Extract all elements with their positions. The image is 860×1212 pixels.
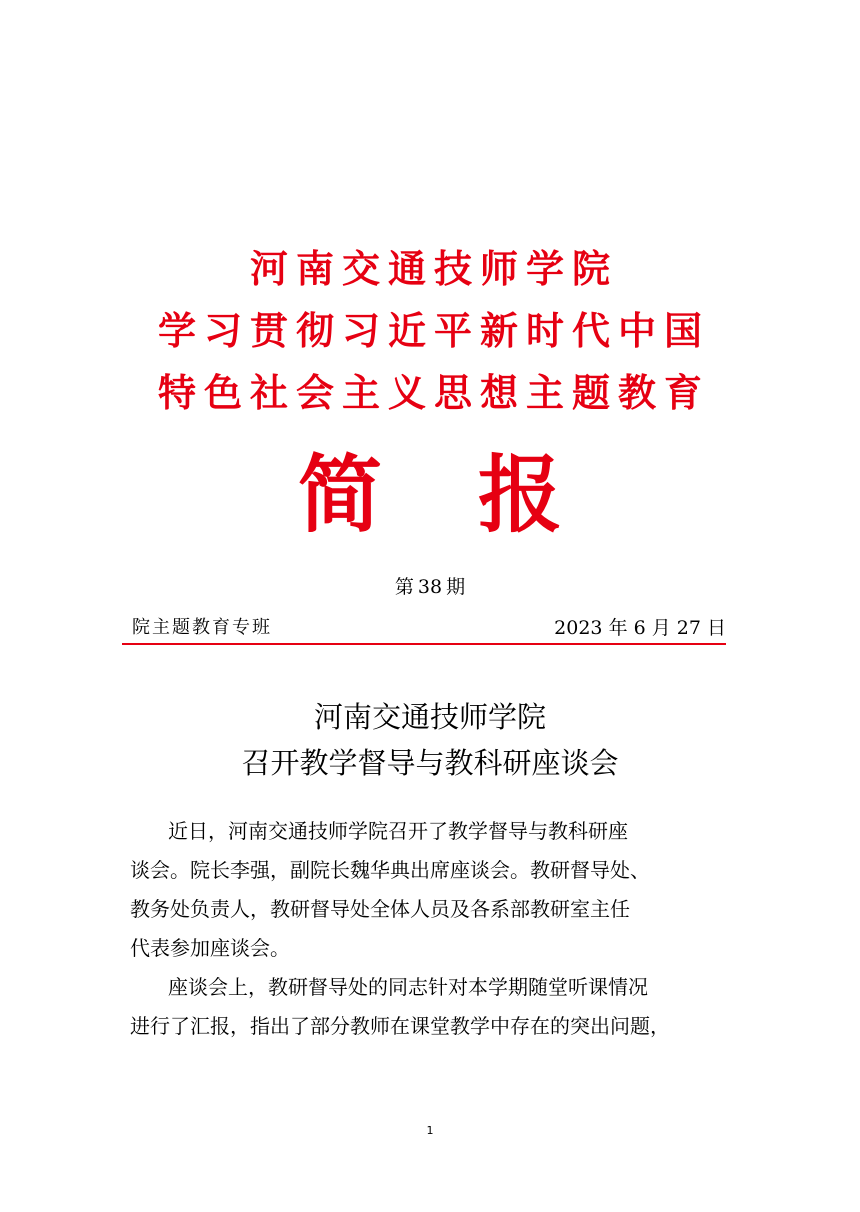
body-line: 代表参加座谈会。 xyxy=(130,936,290,960)
body-line: 谈会。院长李强，副院长魏华典出席座谈会。教研督导处、 xyxy=(130,858,650,882)
article-title xyxy=(0,694,860,786)
red-divider-line xyxy=(122,643,726,645)
issue-value: 38 xyxy=(417,576,443,598)
meta-row xyxy=(130,614,726,642)
issuing-office: 院主题教育专班 xyxy=(132,617,272,638)
brief-title-char-1: 简 xyxy=(297,445,382,544)
masthead xyxy=(0,238,860,424)
masthead-theme-line-2: 特色社会主义思想主题教育 xyxy=(157,371,710,415)
article-title-line-2: 召开教学督导与教科研座谈会 xyxy=(241,746,619,780)
body-line: 近日，河南交通技师学院召开了教学督导与教科研座 xyxy=(168,819,628,843)
issue-number xyxy=(0,574,860,600)
issue-date: 2023 年 6 月 27 日 xyxy=(554,617,726,639)
brief-title-char-2: 报 xyxy=(478,445,563,544)
body-line: 进行了汇报，指出了部分教师在课堂教学中存在的突出问题， xyxy=(130,1014,670,1038)
page-number: 1 xyxy=(426,1124,434,1137)
issue-suffix: 期 xyxy=(446,576,466,598)
body-line: 座谈会上，教研督导处的同志针对本学期随堂听课情况 xyxy=(168,975,648,999)
masthead-theme-line-1: 学习贯彻习近平新时代中国 xyxy=(157,309,710,353)
issue-prefix: 第 xyxy=(394,576,414,598)
article-title-line-1: 河南交通技师学院 xyxy=(313,700,546,734)
masthead-school-name: 河南交通技师学院 xyxy=(249,247,618,291)
article-body xyxy=(130,812,730,1046)
brief-title xyxy=(0,440,860,550)
body-line: 教务处负责人，教研督导处全体人员及各系部教研室主任 xyxy=(130,897,630,921)
